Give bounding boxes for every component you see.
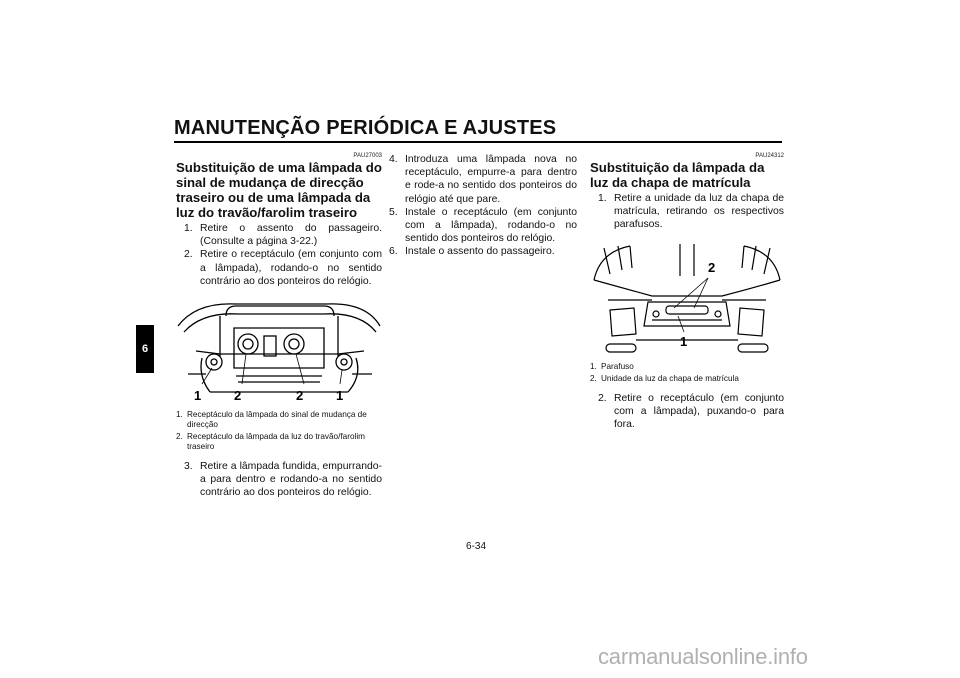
step-item [389, 206, 577, 246]
step-list [389, 153, 577, 259]
step-list [176, 460, 382, 500]
step-number: 1. [184, 223, 193, 234]
step-list [590, 392, 784, 432]
step-item [598, 192, 784, 232]
step-item [184, 222, 382, 248]
step-number: 4. [389, 154, 398, 165]
figure-label-2-right: 2 [296, 388, 304, 404]
step-text: Retire o receptáculo (em conjunto com a lâmpada), puxando-o para fora. [614, 392, 784, 431]
caption-item [176, 432, 382, 452]
caption-item [176, 410, 382, 430]
step-text: Instale o receptáculo (em conjunto com a lâmpada), rodando-o no sentido dos ponteiros do relógio. [405, 206, 577, 245]
caption-text: Unidade da luz da chapa de matrícula [601, 373, 739, 383]
caption-text: Parafuso [601, 361, 634, 371]
step-item [184, 460, 382, 500]
section-heading: Substituição da lâmpada da luz da chapa de matrícula [590, 160, 765, 190]
step-item [389, 245, 577, 258]
figure-label-1: 1 [680, 333, 688, 349]
step-item [389, 153, 577, 206]
figure-label-1-right: 1 [336, 388, 344, 404]
rear-light-sockets-figure [176, 296, 382, 406]
page-number: 6-34 [466, 541, 487, 552]
figure-label-1-left: 1 [194, 388, 202, 404]
step-number: 2. [184, 249, 193, 261]
caption-text: Receptáculo da lâmpada da luz do travão/farolim traseiro [187, 432, 365, 452]
caption-number: 1. [176, 410, 183, 420]
chapter-tab: 6 [136, 325, 154, 373]
figure-label-2-left: 2 [234, 388, 242, 404]
license-light-illustration [590, 240, 784, 358]
header-rule [174, 141, 782, 143]
step-list [590, 192, 784, 232]
step-number: 1. [598, 193, 607, 204]
figure-label-2: 2 [708, 259, 716, 275]
step-text: Retire a lâmpada fundida, empurrando-a para dentro e rodando-a no sentido contrário ao dos ponteiros do relógio. [200, 461, 382, 499]
step-number: 3. [184, 461, 193, 473]
caption-number: 1. [590, 361, 597, 371]
step-text: Retire o receptáculo (em conjunto com a lâmpada), rodando-o no sentido contrário ao dos ponteiros do relógio. [200, 249, 382, 287]
figure-captions [176, 410, 382, 452]
column-1 [176, 152, 382, 500]
watermark-text: carmanualsonline.info [598, 644, 808, 669]
step-text: Instale o assento do passageiro. [405, 246, 555, 258]
step-number: 6. [389, 246, 398, 258]
step-text: Retire a unidade da luz da chapa de matrícula, retirando os respectivos parafusos. [614, 193, 784, 231]
column-3 [590, 152, 784, 431]
step-number: 2. [598, 392, 607, 404]
section-code: PAU24312 [755, 153, 784, 159]
step-text: Introduza uma lâmpada nova no receptáculo, empurre-a para dentro e rode-a no sentido dos ponteiros do relógio até que pare. [405, 154, 577, 205]
step-item [184, 248, 382, 288]
step-item [598, 392, 784, 432]
column-2 [389, 153, 577, 259]
page-header-title: MANUTENÇÃO PERIÓDICA E AJUSTES [174, 117, 557, 139]
rear-light-sockets-illustration [176, 296, 382, 406]
figure-captions [590, 362, 784, 384]
caption-number: 2. [176, 432, 183, 442]
license-light-figure [590, 240, 784, 358]
caption-text: Receptáculo da lâmpada do sinal de mudança de direcção [187, 410, 367, 430]
step-number: 5. [389, 206, 398, 218]
step-text: Retire o assento do passageiro. (Consulte a página 3-22.) [200, 223, 382, 248]
caption-number: 2. [590, 373, 597, 383]
caption-item [590, 374, 784, 384]
caption-item [590, 362, 784, 372]
step-list [176, 222, 382, 288]
section-code: PAU27003 [353, 153, 382, 159]
section-heading: Substituição de uma lâmpada do sinal de mudança de direcção traseiro ou de uma lâmpada da luz do travão/farolim traseiro [176, 160, 382, 220]
